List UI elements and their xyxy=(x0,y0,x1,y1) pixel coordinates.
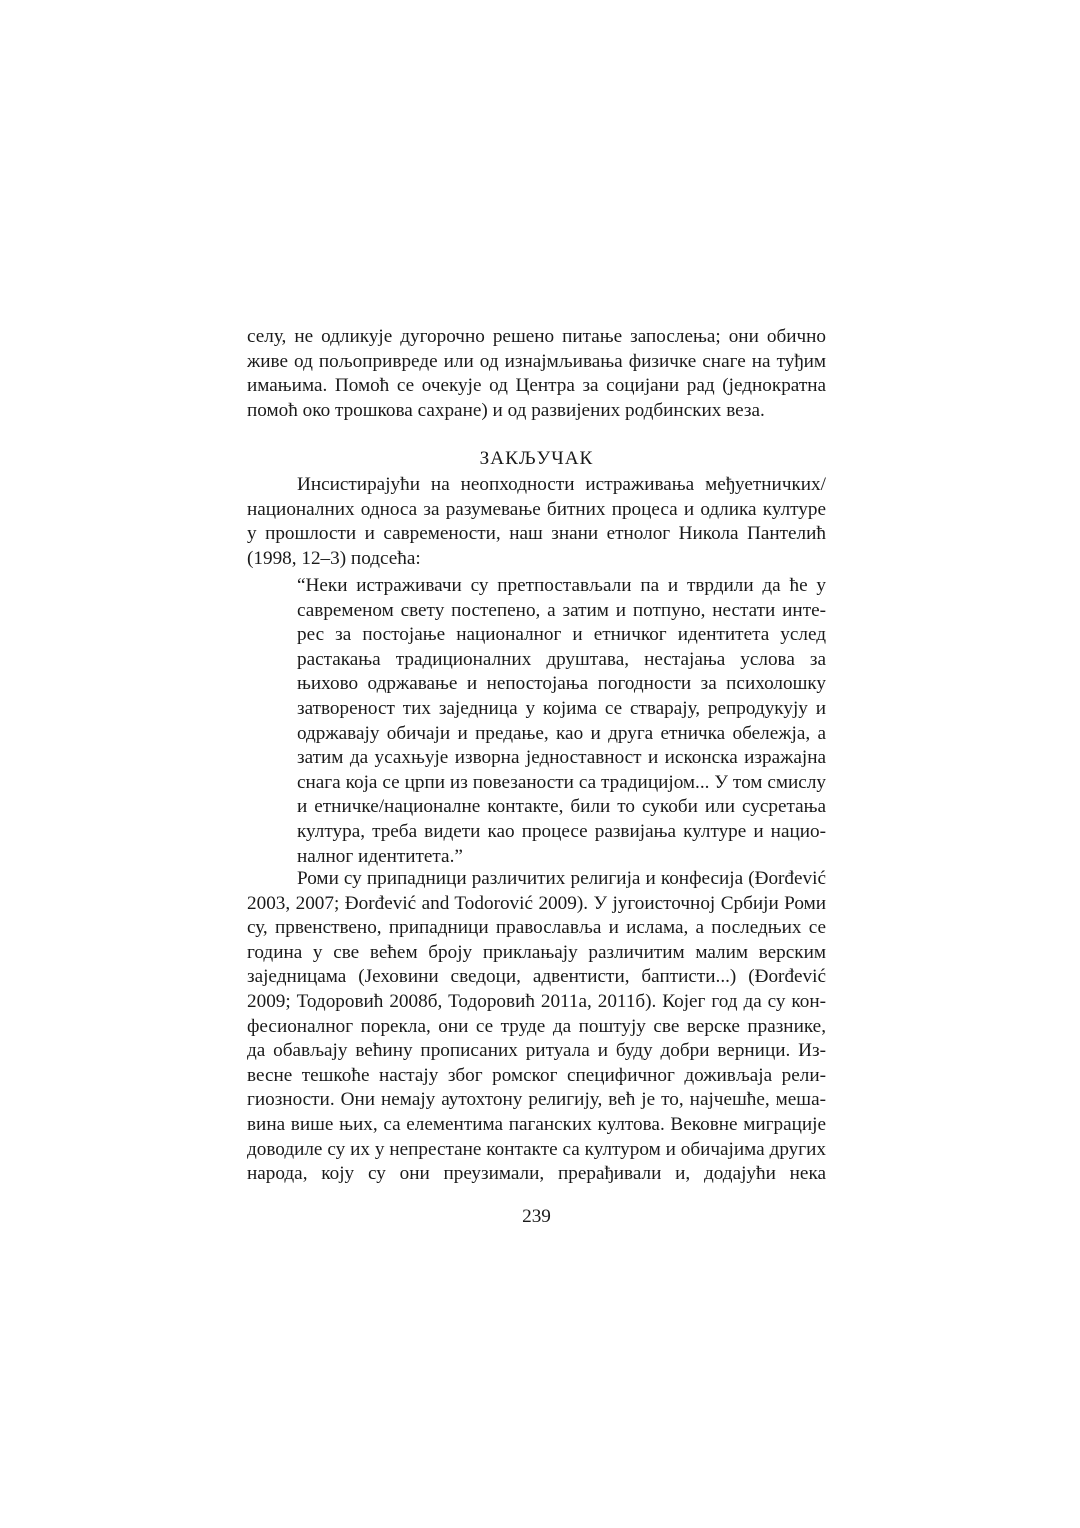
text-line: живе од пољопривреде или од изнајмљивања физичке снаге на туђим xyxy=(247,350,826,372)
text-line: година у све већем броју приклањају различитим малим верским xyxy=(247,941,826,963)
text-line: 2003, 2007; Đorđević and Todorović 2009). У југоисточној Србији Роми xyxy=(247,892,826,914)
text-line: весне тешкоће настају због ромског специфичног доживљаја рели- xyxy=(247,1064,826,1086)
conclusion-paragraph xyxy=(247,473,826,571)
text-line: националних односа за разумевање битних процеса и одлика културе xyxy=(247,498,826,520)
text-line: имањима. Помоћ се очекује од Центра за социјани рад (једнократна xyxy=(247,375,826,397)
quote-line: затвореност тих заједница у којима се стварају, репродукују и xyxy=(297,697,826,719)
roma-religion-paragraph xyxy=(247,867,826,1187)
intro-paragraph xyxy=(247,325,826,423)
text-line: фесионалног порекла, они се труде да поштују све верске празнике, xyxy=(247,1015,826,1037)
quote-line: рес за постојање националног и етничког идентитета услед xyxy=(297,624,826,646)
text-line: Инсистирајући на неопходности истраживања међуетничких/ xyxy=(297,474,826,495)
quote-line: одржавају обичаји и предање, као и друга етничка обележја, а xyxy=(297,722,826,744)
quote-line: “Неки истраживачи су претпостављали па и тврдили да ће у xyxy=(297,575,826,596)
quote-line: снага која се црпи из повезаности са традицијом... У том смислу xyxy=(297,771,826,793)
text-line: доводиле су их у непрестане контакте са културом и обичајима других xyxy=(247,1138,826,1160)
text-line: 2009; Тодоровић 2008б, Тодоровић 2011а, 2011б). Којег год да су кон- xyxy=(247,990,826,1012)
section-heading: ЗАКЉУЧАК xyxy=(479,448,594,469)
text-line: у прошлости и савремености, наш знани етнолог Никола Пантелић xyxy=(247,523,826,545)
text-line: народа, коју су они преузимали, прерађивали и, додајући нека xyxy=(247,1163,826,1185)
block-quote xyxy=(297,574,826,869)
text-line: гиозности. Они немају аутохтону религију, већ је то, најчешће, меша- xyxy=(247,1089,826,1111)
text-line: помоћ око трошкова сахране) и од развијених родбинских веза. xyxy=(247,399,765,421)
quote-line: затим да усахњује изворна једноставност и исконска изражајна xyxy=(297,747,826,769)
text-line: Роми су припадници различитих религија и конфесија (Đorđević xyxy=(297,868,826,889)
text-line: су, првенствено, припадници православља и ислама, а последњих се xyxy=(247,917,826,939)
text-line: вина више њих, са елементима паганских култова. Вековне миграције xyxy=(247,1113,826,1135)
page-number: 239 xyxy=(522,1206,551,1227)
text-line: селу, не одликује дугорочно решено питање запослења; они обично xyxy=(247,326,826,347)
quote-line: култура, треба видети као процесе развијања културе и нацио- xyxy=(297,820,826,842)
quote-line: њихово одржавање и непостојања погодности за психолошку xyxy=(297,673,826,695)
quote-line: растакања традиционалних друштава, нестајања услова за xyxy=(297,648,826,670)
quote-line: и етничке/националне контакте, били то сукоби или сусретања xyxy=(297,796,826,818)
quote-line: налног идентитета.” xyxy=(297,845,463,867)
text-line: заједницама (Јеховини сведоци, адвентисти, баптисти...) (Đorđević xyxy=(247,966,826,988)
quote-line: савременом свету постепено, а затим и потпуно, нестати инте- xyxy=(297,599,826,621)
text-line: (1998, 12–3) подсећа: xyxy=(247,547,421,569)
text-line: да обављају већину прописаних ритуала и буду добри верници. Из- xyxy=(247,1040,826,1062)
